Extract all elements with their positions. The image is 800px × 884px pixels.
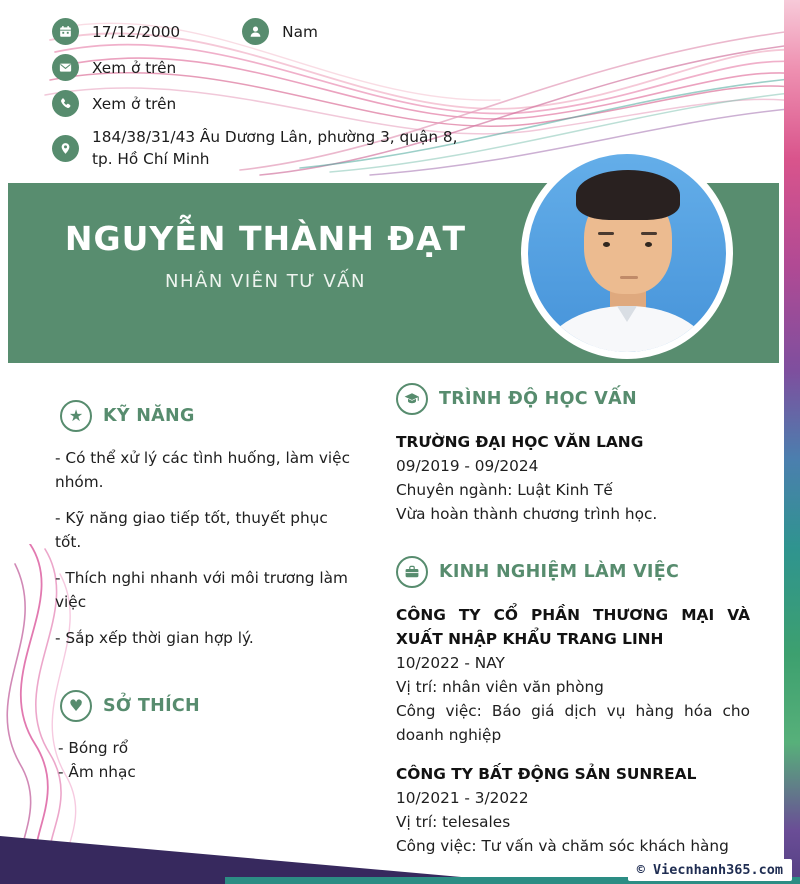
phone-item [52, 90, 176, 117]
education-major: Chuyên ngành: Luật Kinh Tế [396, 481, 613, 499]
skills-section-header [60, 400, 352, 432]
hobbies-heading: SỞ THÍCH [103, 696, 200, 716]
photo-eye-right [645, 242, 652, 247]
job-period: 10/2022 - NAY [396, 654, 505, 672]
full-name: NGUYỄN THÀNH ĐẠT [64, 219, 467, 258]
heart-icon: ♥ [60, 690, 92, 722]
experience-section-header [396, 556, 750, 588]
photo-brow-right [641, 232, 657, 235]
hobbies-section-header [60, 690, 352, 722]
calendar-icon [52, 18, 79, 45]
job-entry [396, 603, 750, 747]
photo-eye-left [603, 242, 610, 247]
hobby-item: - Bóng rổ [58, 739, 129, 757]
job-period: 10/2021 - 3/2022 [396, 789, 529, 807]
education-school: TRƯỜNG ĐẠI HỌC VĂN LANG [396, 433, 644, 451]
right-column [396, 383, 750, 858]
job-work: Công việc: Tư vấn và chăm sóc khách hàng [396, 837, 729, 855]
watermark-credit: © Viecnhanh365.com [628, 859, 792, 881]
skills-list [52, 446, 352, 650]
left-column [52, 400, 352, 784]
skill-item: - Sắp xếp thời gian hợp lý. [55, 629, 254, 647]
birthdate-text: 17/12/2000 [92, 22, 181, 41]
briefcase-icon [396, 556, 428, 588]
experience-heading: KINH NGHIỆM LÀM VIỆC [439, 562, 680, 582]
photo-mouth [620, 276, 638, 279]
profile-photo [521, 147, 733, 359]
job-entry [396, 762, 750, 858]
email-text: Xem ở trên [92, 58, 177, 77]
rainbow-edge-strip [784, 0, 800, 884]
birthdate-item [52, 18, 180, 45]
address-item [52, 126, 482, 170]
email-icon [52, 54, 79, 81]
email-item [52, 54, 176, 81]
graduation-cap-icon [396, 383, 428, 415]
location-icon [52, 135, 79, 162]
phone-icon [52, 90, 79, 117]
job-position: Vị trí: nhân viên văn phòng [396, 678, 604, 696]
skill-item: - Kỹ năng giao tiếp tốt, thuyết phục tốt. [55, 509, 328, 551]
contact-info [52, 18, 482, 179]
job-company: CÔNG TY CỔ PHẦN THƯƠNG MẠI VÀ XUẤT NHẬP KHẨU TRANG LINH [396, 606, 750, 648]
education-period: 09/2019 - 09/2024 [396, 457, 539, 475]
phone-text: Xem ở trên [92, 94, 177, 113]
address-text: 184/38/31/43 Âu Dương Lân, phường 3, quận 8, tp. Hồ Chí Minh [92, 128, 458, 168]
skills-heading: KỸ NĂNG [103, 406, 195, 426]
hobby-item: - Âm nhạc [58, 763, 136, 781]
skill-item: - Thích nghi nhanh với môi trương làm việc [55, 569, 348, 611]
job-title: NHÂN VIÊN TƯ VẤN [165, 271, 366, 292]
photo-collar [617, 306, 637, 322]
job-position: Vị trí: telesales [396, 813, 511, 831]
education-section-header [396, 383, 750, 415]
person-icon [242, 18, 269, 45]
star-icon: ★ [60, 400, 92, 432]
education-note: Vừa hoàn thành chương trình học. [396, 505, 658, 523]
gender-text: Nam [282, 22, 318, 41]
gender-item [242, 18, 318, 45]
photo-brow-left [598, 232, 614, 235]
photo-hair [576, 170, 680, 220]
job-company: CÔNG TY BẤT ĐỘNG SẢN SUNREAL [396, 765, 697, 783]
job-work: Công việc: Báo giá dịch vụ hàng hóa cho doanh nghiệp [396, 702, 750, 744]
hobbies-list [52, 736, 352, 784]
skill-item: - Có thể xử lý các tình huống, làm việc nhóm. [55, 449, 350, 491]
education-heading: TRÌNH ĐỘ HỌC VẤN [439, 389, 637, 409]
